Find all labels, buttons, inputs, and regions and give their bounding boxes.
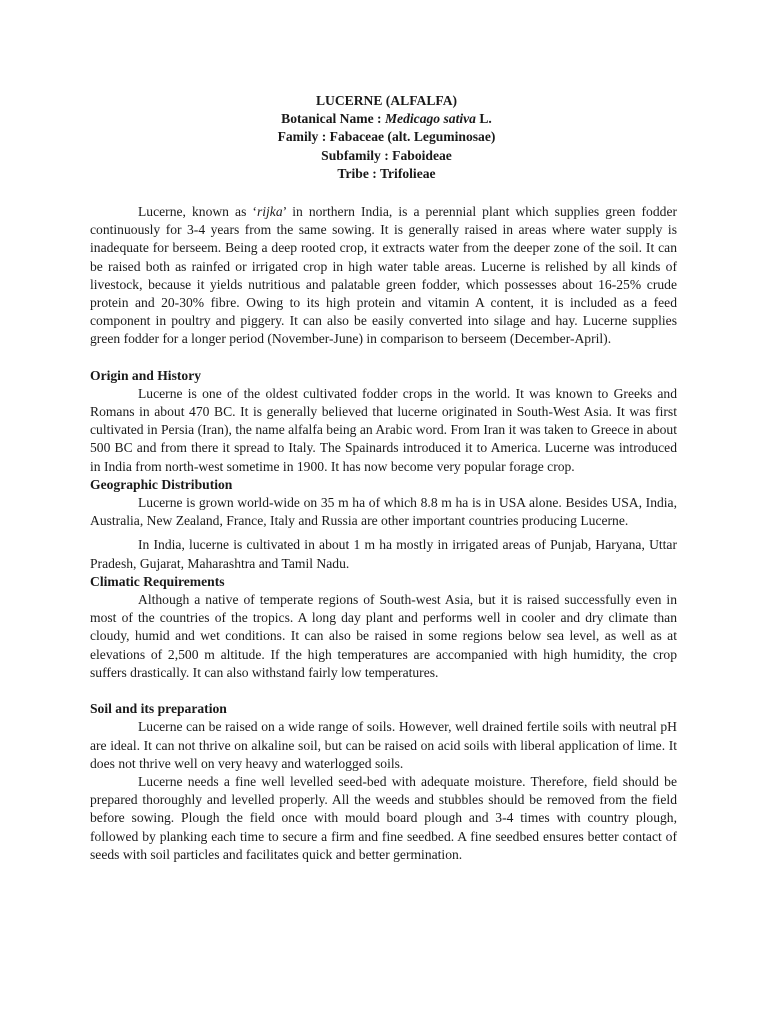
botanical-name-label: Botanical Name : (281, 111, 385, 127)
tribe-line: Tribe : Trifolieae (337, 165, 436, 181)
climatic-heading: Climatic Requirements (90, 573, 225, 589)
title-block (96, 92, 677, 183)
origin-paragraph: Lucerne is one of the oldest cultivated fodder crops in the world. It was known to Greeks and Romans in about 470 BC. It is generally believed that lucerne originated in South-West Asia. It was first cultivated in Persia (Iran), the name alfalfa being an Arabic word. From Iran it was taken to Greece in about 500 BC and from there it spread to Italy. The Spainards introduced it to America. Lucerne was introduced in India from north-west sometime in 1900. It has now become very popular forage crop. (90, 385, 677, 474)
origin-heading: Origin and History (90, 367, 202, 383)
geographic-heading: Geographic Distribution (90, 476, 233, 492)
botanical-name-author: L. (475, 111, 492, 127)
botanical-name (96, 110, 677, 128)
soil-paragraph-1: Lucerne can be raised on a wide range of soils. However, well drained fertile soils with neutral pH are ideal. It can not thrive on alkaline soil, but can be raised on acid soils with liberal application of lime. It does not thrive well on very heavy and waterlogged soils. (90, 719, 677, 771)
document-title: LUCERNE (ALFALFA) (315, 93, 458, 108)
geographic-paragraph-2: In India, lucerne is cultivated in about 1 m ha mostly in irrigated areas of Punjab, Haryana, Uttar Pradesh, Gujarat, Maharashtra and Tamil Nadu. (90, 537, 677, 571)
climatic-paragraph: Although a native of temperate regions of South-west Asia, but it is raised successfully even in most of the countries of the tropics. A long day plant and performs well in cooler and dry climate than cloudy, humid and wet conditions. It can also be raised in some regions below sea level, as well as at elevations of 2,500 m altitude. If the high temperatures are accompanied with high humidity, the crop suffers drastically. It can also withstand fairly low temperatures. (90, 592, 677, 680)
document-body (90, 92, 677, 864)
geographic-paragraph-1: Lucerne is grown world-wide on 35 m ha of which 8.8 m ha is in USA alone. Besides USA, India, Australia, New Zealand, France, Italy and Russia are other important countries producing Lucerne. (90, 495, 677, 529)
intro-local-name: rijka (256, 204, 283, 220)
intro-text-rest: ’ in northern India, is a perennial plant which supplies green fodder continuously for 3-4 years from the same sowing. It is generally raised in areas where water supply is inadequate for berseem. Being a deep rooted crop, it extracts water from the deeper zone of the soil. It can be raised both as rainfed or irrigated crop in high water table areas. Lucerne is relished by all kinds of livestock, because it yields nutritious and palatable green fodder, which possesses about 16-25% crude protein and 20-30% fibre. Owing to its high protein and vitamin A content, it is included as a feed component in poultry and piggery. It can also be easily converted into silage and hay. Lucerne supplies green fodder for a longer period (November-June) in comparison to berseem (December-April). (90, 204, 677, 347)
family-line: Family : Fabaceae (alt. Leguminosae) (277, 129, 496, 145)
subfamily-line: Subfamily : Faboideae (321, 147, 452, 163)
soil-paragraph-2: Lucerne needs a fine well levelled seed-bed with adequate moisture. Therefore, field should be prepared thoroughly and levelled properly. All the weeds and stubbles should be removed from the field before sowing. Plough the field once with mould board plough and 3-4 times with country plough, followed by planking each time to secure a firm and fine seedbed. A fine seedbed ensures better contact of seeds with soil particles and facilitates quick and better germination. (90, 773, 677, 862)
intro-text-start: Lucerne, known as ‘ (138, 204, 257, 220)
soil-heading: Soil and its preparation (90, 701, 227, 717)
intro-paragraph (90, 203, 677, 349)
botanical-name-species: Medicago sativa (384, 111, 476, 127)
